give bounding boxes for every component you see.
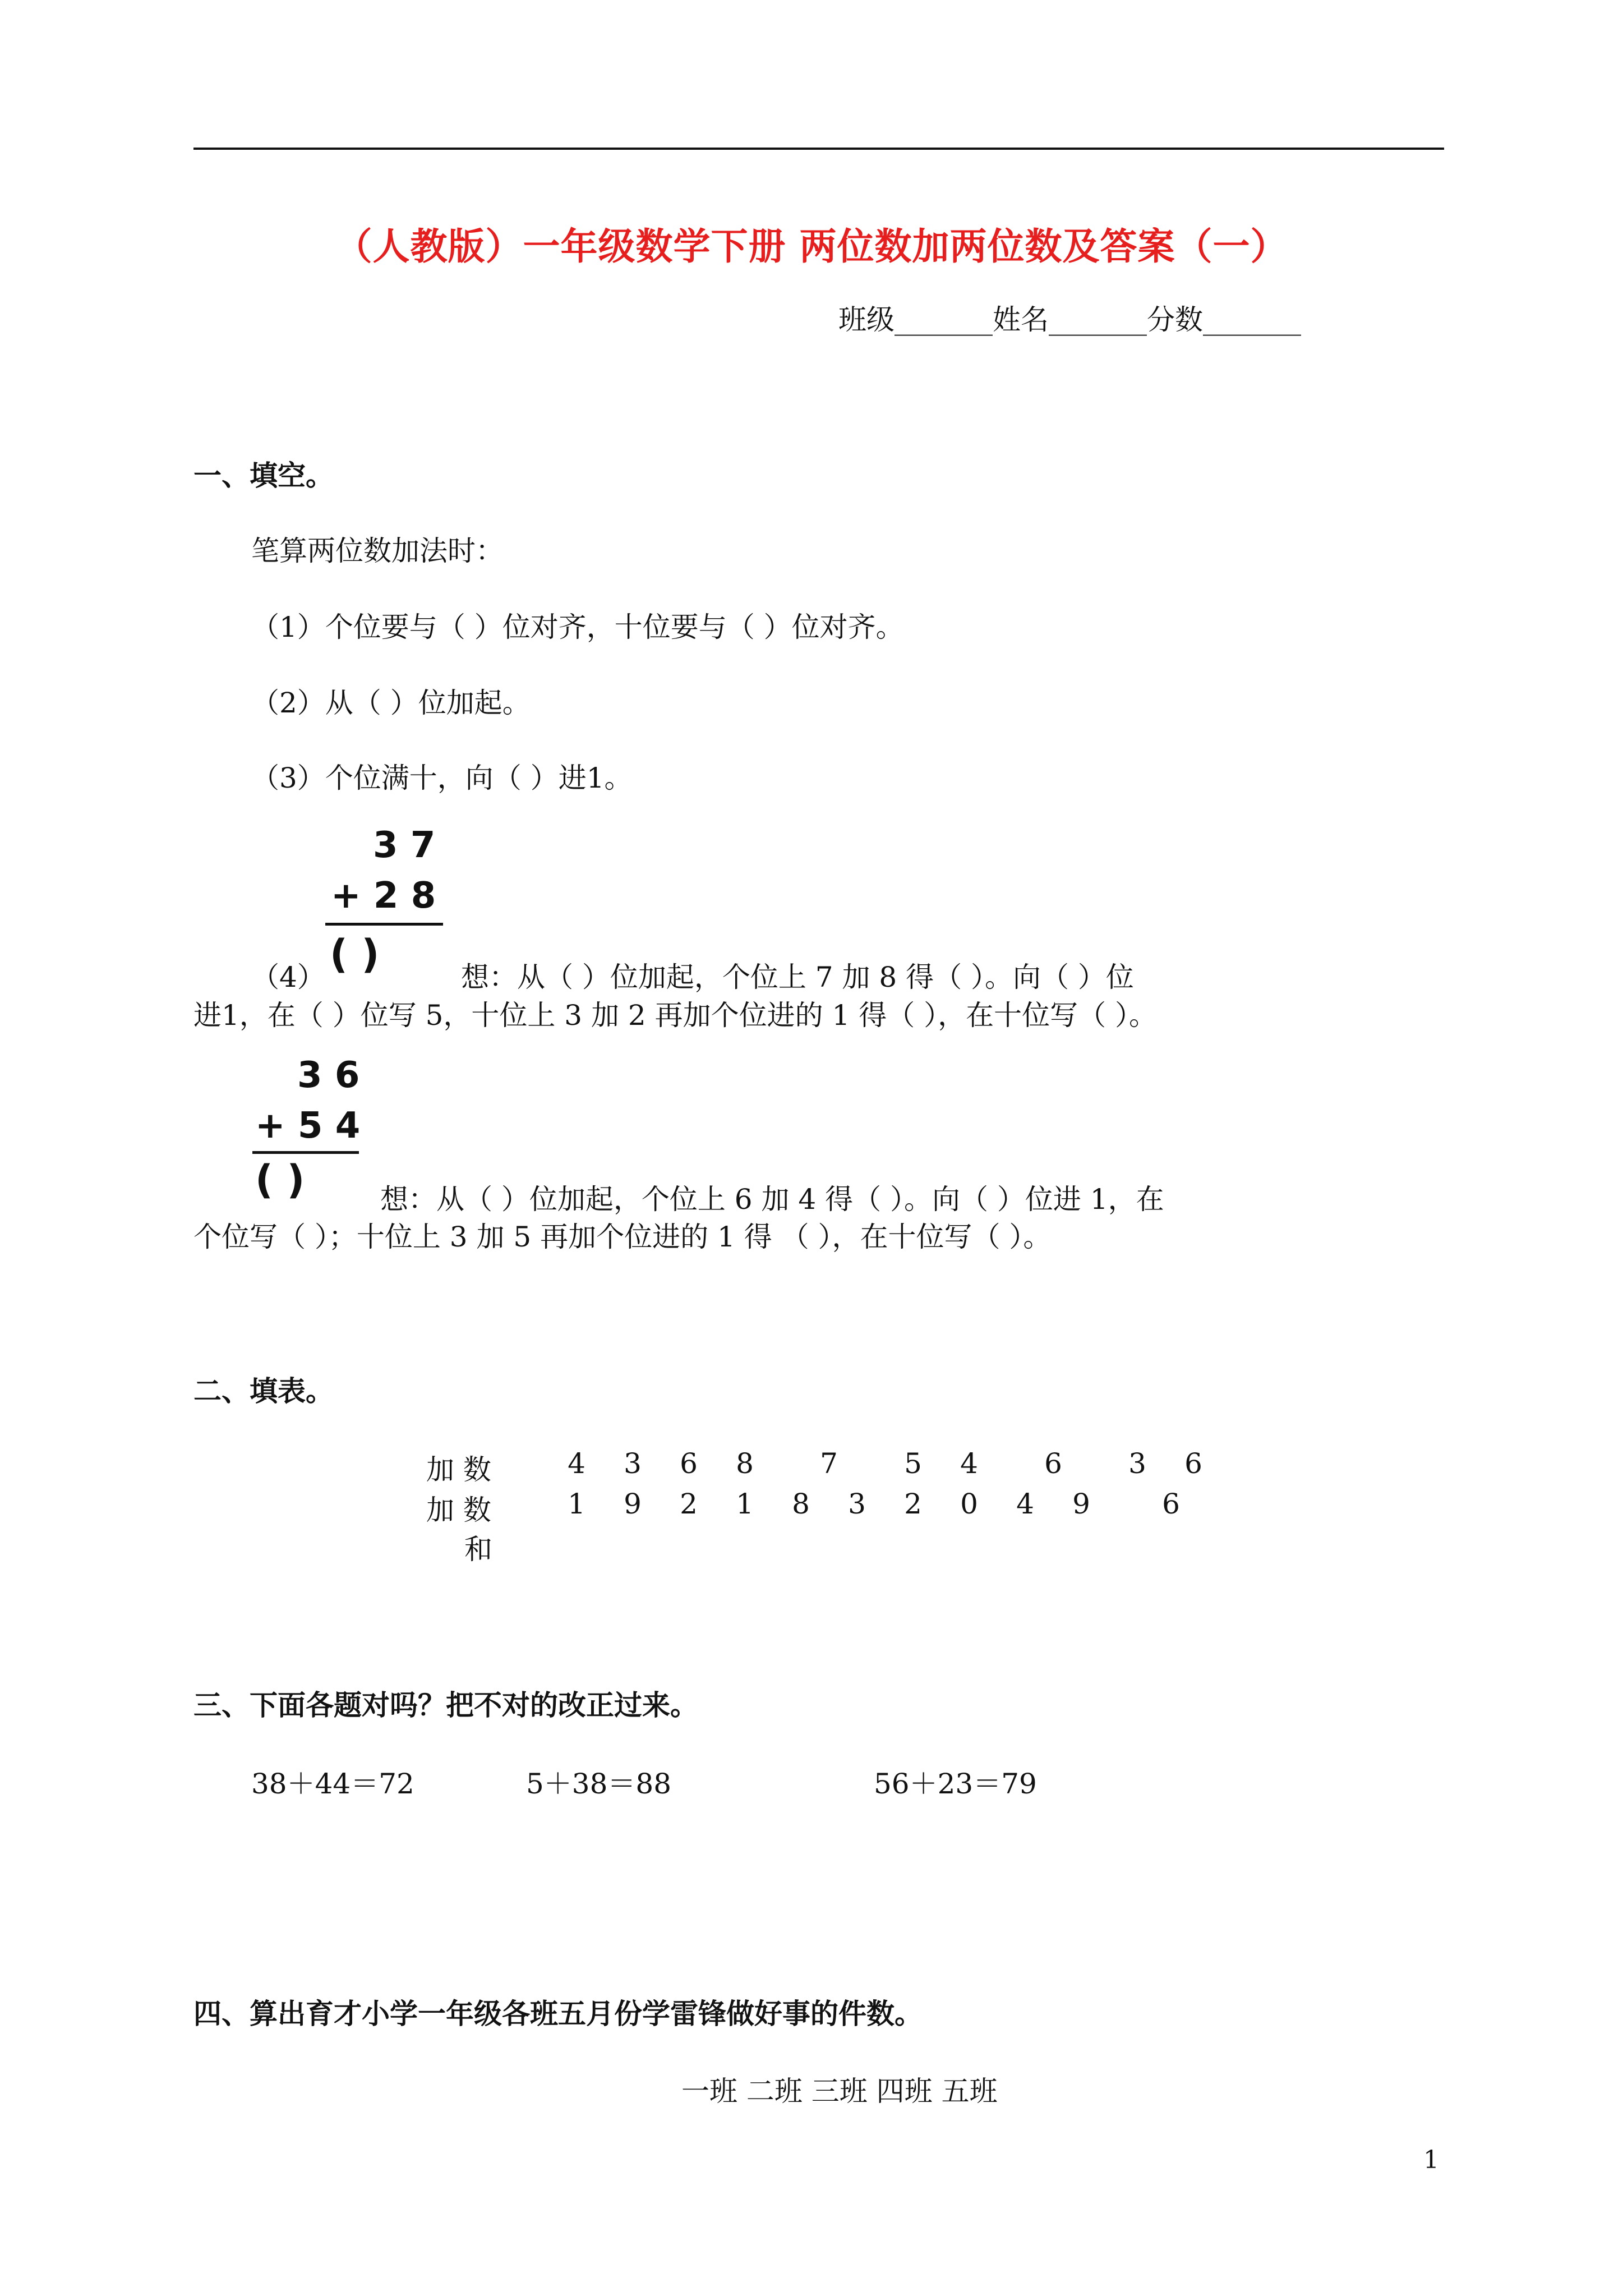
row1-cell: 3 [624, 1447, 642, 1480]
equation-2: 5＋38＝88 [526, 1768, 672, 1800]
page-title: （人教版）一年级数学下册 两位数加两位数及答案（一） [335, 224, 1288, 268]
q5-answer-parens: ( ) [255, 1157, 305, 1203]
section-1-heading: 一、填空。 [193, 459, 334, 492]
equation-3: 56＋23＝79 [874, 1768, 1037, 1800]
page-number: 1 [1423, 2146, 1439, 2174]
row1-cell: 8 [736, 1447, 754, 1480]
fill-item-2: （2）从（ ）位加起。 [251, 687, 531, 719]
row2-cell: 2 [904, 1488, 922, 1520]
class-list: 一班 二班 三班 四班 五班 [681, 2075, 998, 2108]
section-4-heading: 四、算出育才小学一年级各班五月份学雷锋做好事的件数。 [193, 1997, 923, 2030]
q5-line1: 想：从（ ）位加起，个位上 6 加 4 得（ ）。向（ ）位进 1，在 [380, 1183, 1164, 1216]
row2-cell: 4 [1016, 1488, 1034, 1520]
row1-cell: 6 [1184, 1447, 1202, 1480]
equation-1: 38＋44＝72 [251, 1768, 414, 1800]
q5-top-number: 3 6 [297, 1055, 360, 1096]
q4-top-number: 3 7 [373, 825, 436, 866]
fill-item-1: （1）个位要与（ ）位对齐，十位要与（ ）位对齐。 [251, 611, 904, 643]
row1-cell: 7 [820, 1447, 838, 1480]
fill-item-3: （3）个位满十，向（ ）进1。 [251, 762, 633, 794]
row2-cell: 9 [624, 1488, 642, 1520]
row1-cell: 5 [904, 1447, 922, 1480]
q4-answer-parens: ( ) [330, 931, 380, 977]
student-info-line: 班级_______姓名_______分数_______ [838, 303, 1301, 336]
row2-cell: 1 [736, 1488, 754, 1520]
row2-cell: 0 [960, 1488, 978, 1520]
section-2-heading: 二、填表。 [193, 1374, 334, 1407]
q4-line2: 进1，在（ ）位写 5，十位上 3 加 2 再加个位进的 1 得（ ），在十位写（ ）。 [193, 999, 1157, 1032]
table-row3-label: 和 [464, 1533, 492, 1566]
row2-cell: 3 [848, 1488, 866, 1520]
row2-cell: 6 [1162, 1488, 1180, 1520]
row2-cell: 1 [568, 1488, 585, 1520]
q5-bottom-number: + 5 4 [255, 1105, 361, 1147]
table-row1-label: 加 数 [426, 1453, 491, 1486]
q5-sum-line [252, 1151, 359, 1154]
section-1-intro: 笔算两位数加法时： [251, 535, 504, 567]
q4-label: （4） [251, 961, 325, 993]
q5-line2: 个位写（ ）；十位上 3 加 5 再加个位进的 1 得 （ ），在十位写（ ）。 [193, 1221, 1052, 1253]
table-row2-label: 加 数 [426, 1494, 491, 1526]
q4-bottom-number: + 2 8 [331, 875, 436, 917]
row2-cell: 9 [1072, 1488, 1090, 1520]
row1-cell: 4 [568, 1447, 585, 1480]
row2-cell: 2 [680, 1488, 698, 1520]
q4-line1: 想：从（ ）位加起，个位上 7 加 8 得（ ）。向（ ）位 [461, 961, 1134, 993]
header-rule [193, 148, 1444, 150]
row1-cell: 4 [960, 1447, 978, 1480]
row1-cell: 3 [1128, 1447, 1146, 1480]
row2-cell: 8 [792, 1488, 810, 1520]
q4-sum-line [325, 923, 443, 926]
section-3-heading: 三、下面各题对吗？把不对的改正过来。 [193, 1688, 698, 1722]
row1-cell: 6 [680, 1447, 698, 1480]
row1-cell: 6 [1044, 1447, 1062, 1480]
